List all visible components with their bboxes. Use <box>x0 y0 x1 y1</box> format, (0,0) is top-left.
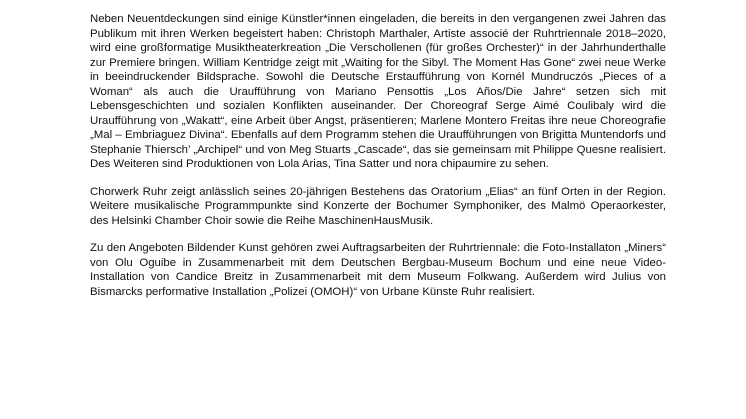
document-page <box>90 12 666 312</box>
paragraph-music: Chorwerk Ruhr zeigt anlässlich seines 20-jährigen Bestehens das Oratorium „Elias“ an fünf Orten in der Region. Weitere musikalische Programmpunkte sind Konzerte der Bochumer Symphoniker, des Malmö Operaorkester, des Helsinki Chamber Choir sowie die Reihe MaschinenHausMusik. <box>90 185 666 227</box>
paragraph-artists: Neben Neuentdeckungen sind einige Künstler*innen eingeladen, die bereits in den vergangenen zwei Jahren das Publikum mit ihren Werken begeistert haben: Christoph Marthaler, Artiste associé der Ruhrtriennale 2018–2020, wird eine großformatige Musiktheaterkreation „Die Verschollenen (für großes Orchester)“ in der Jahrhunderthalle zur Premiere bringen. William Kentridge zeigt mit „Waiting for the Sibyl. The Moment Has Gone“ zwei neue Werke in beeindruckender Bildsprache. Sowohl die Deutsche Erstaufführung von Kornél Mundruczós „Pieces of a Woman“ als auch die Uraufführung von Mariano Pensottis „Los Años/Die Jahre“ setzen sich mit Lebensgeschichten und sozialen Konflikten auseinander. Der Choreograf Serge Aimé Coulibaly wird die Uraufführung von „Wakatt“, eine Arbeit über Angst, präsentieren; Marlene Montero Freitas ihre neue Choreografie „Mal – Embriaguez Divina“. Ebenfalls auf dem Programm stehen die Uraufführungen von Brigitta Muntendorfs und Stephanie Thiersch’ „Archipel“ und von Meg Stuarts „Cascade“, das sie gemeinsam mit Philippe Quesne realisiert. Des Weiteren sind Produktionen von Lola Arias, Tina Satter und nora chipaumire zu sehen. <box>90 13 666 170</box>
paragraph-visual-arts: Zu den Angeboten Bildender Kunst gehören zwei Auftragsarbeiten der Ruhrtriennale: die Foto-Installaton „Miners“ von Olu Oguibe in Zusammenarbeit mit dem Deutschen Bergbau-Museum Bochum und eine neue Video-Installation von Candice Breitz in Zusammenarbeit mit dem Museum Folkwang. Außerdem wird Julius von Bismarcks performative Installation „Polizei (OMOH)“ von Urbane Künste Ruhr realisiert. <box>90 242 666 298</box>
